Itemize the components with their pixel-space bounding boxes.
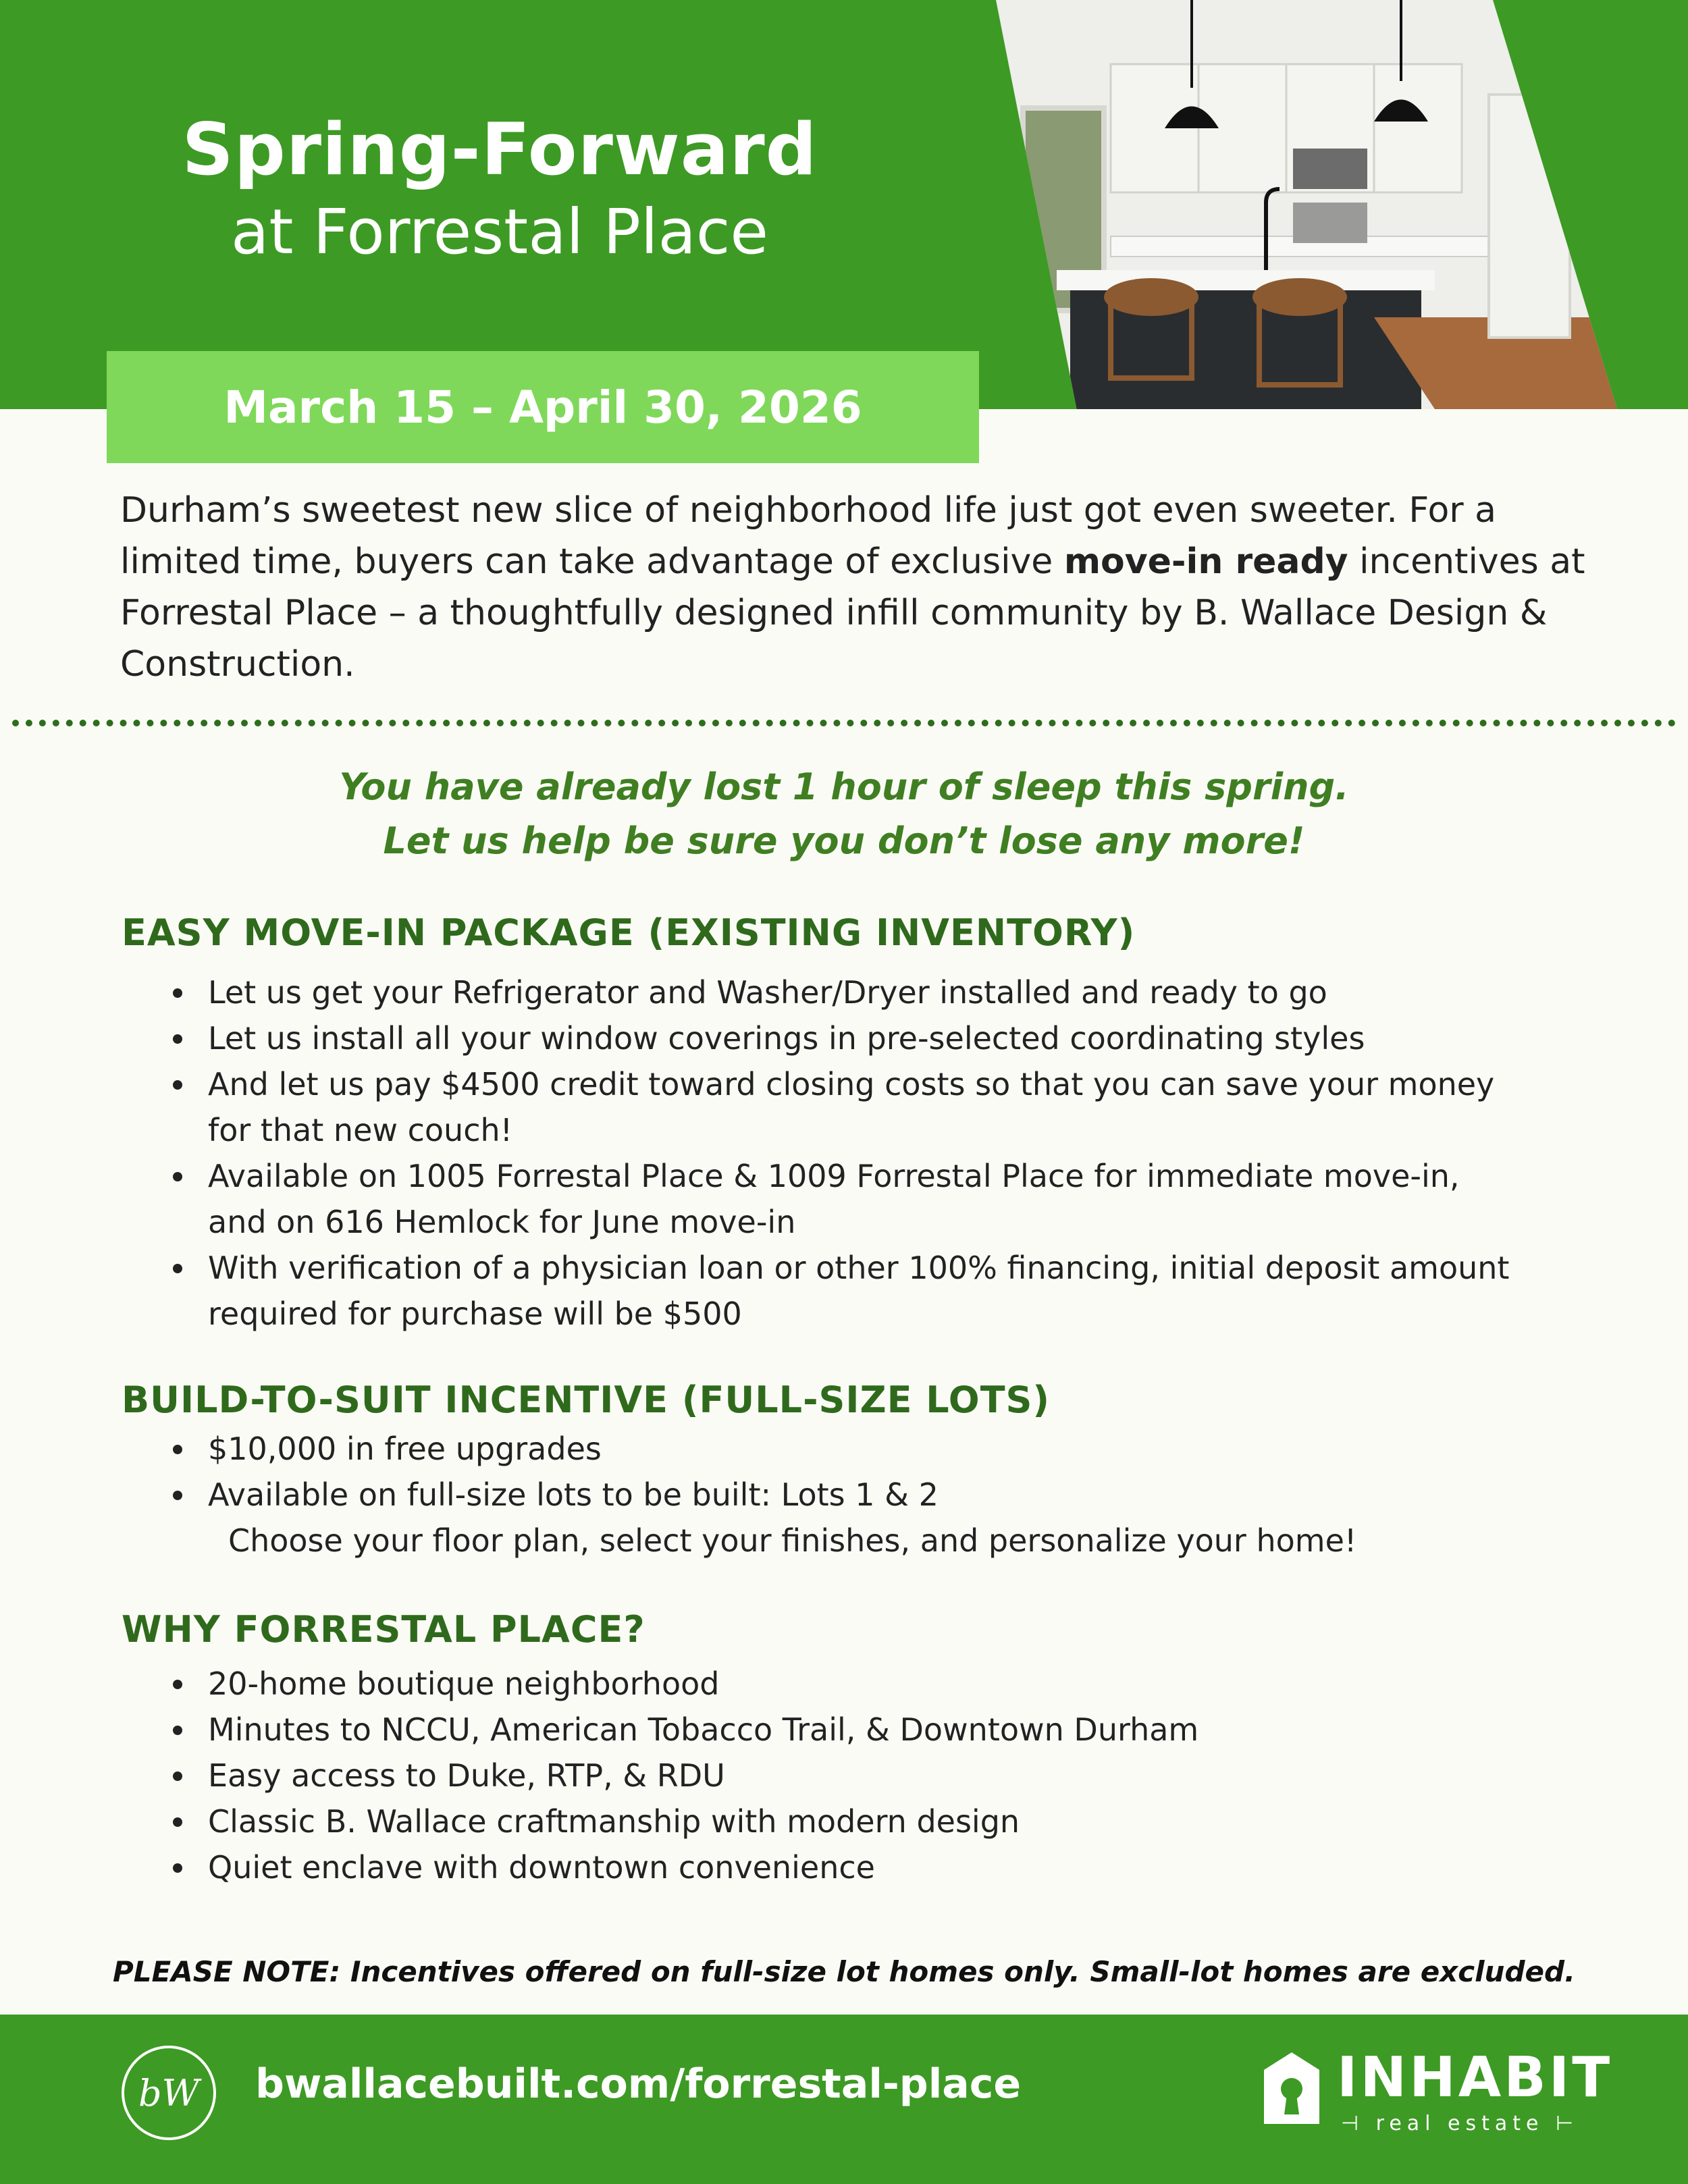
intro-text-2: incentives at Forrestal Place – a thoughtfully designed infill community by B. Wallace Design & Construction. <box>120 541 1585 685</box>
inhabit-logo-text: INHABIT <box>1337 2046 1613 2110</box>
page-subtitle: at Forrestal Place <box>230 196 768 268</box>
list-item: 20-home boutique neighborhood <box>173 1661 1523 1707</box>
why-forrestal-heading: WHY FORRESTAL PLACE? <box>122 1608 645 1651</box>
list-item-continuation: Choose your floor plan, select your finishes, and personalize your home! <box>228 1522 1357 1559</box>
intro-bold-text: move-in ready <box>1063 541 1348 582</box>
tagline-line-1: You have already lost 1 hour of sleep this spring. <box>339 766 1349 808</box>
intro-paragraph <box>120 485 1619 690</box>
list-item: Available on full-size lots to be built: Lots 1 & 2 <box>173 1472 1523 1518</box>
keyhole-house-icon <box>1261 2050 1322 2127</box>
tagline-line-2: Let us help be sure you don’t lose any more! <box>383 820 1305 862</box>
please-note: PLEASE NOTE: Incentives offered on full-size lot homes only. Small-lot homes are excluded. <box>112 1955 1576 1988</box>
list-item: Let us get your Refrigerator and Washer/Dryer installed and ready to go <box>173 969 1523 1015</box>
list-item: Classic B. Wallace craftmanship with modern design <box>173 1799 1523 1844</box>
intro-text-1: Durham’s sweetest new slice of neighborhood life just got even sweeter. For a limited time, buyers can take advantage of exclusive <box>120 490 1497 582</box>
list-item: Available on 1005 Forrestal Place & 1009 Forrestal Place for immediate move-in, and on 616 Hemlock for June move-in <box>173 1153 1523 1245</box>
list-item: Minutes to NCCU, American Tobacco Trail, & Downtown Durham <box>173 1707 1523 1753</box>
list-item: And let us pay $4500 credit toward closing costs so that you can save your money for that new couch! <box>173 1061 1523 1153</box>
dotted-divider <box>12 720 1676 726</box>
page-title: Spring-Forward <box>182 108 818 191</box>
bw-logo: bW <box>122 2046 216 2140</box>
inhabit-logo-subtext: ⊣ real estate ⊢ <box>1341 2112 1579 2135</box>
list-item: Let us install all your window coverings in pre-selected coordinating styles <box>173 1015 1523 1061</box>
easy-move-in-list <box>173 969 1523 1337</box>
date-range-banner: March 15 – April 30, 2026 <box>107 351 979 463</box>
easy-move-in-heading: EASY MOVE-IN PACKAGE (EXISTING INVENTORY) <box>122 911 1136 954</box>
website-link[interactable]: bwallacebuilt.com/forrestal-place <box>255 2060 1022 2108</box>
list-item: Easy access to Duke, RTP, & RDU <box>173 1753 1523 1799</box>
why-forrestal-list <box>173 1661 1523 1890</box>
build-to-suit-heading: BUILD-TO-SUIT INCENTIVE (FULL-SIZE LOTS) <box>122 1379 1051 1421</box>
list-item: With verification of a physician loan or other 100% financing, initial deposit amount required for purchase will be $500 <box>173 1245 1523 1337</box>
list-item: Quiet enclave with downtown convenience <box>173 1844 1523 1890</box>
build-to-suit-list <box>173 1426 1523 1564</box>
list-item: $10,000 in free upgrades <box>173 1426 1523 1472</box>
